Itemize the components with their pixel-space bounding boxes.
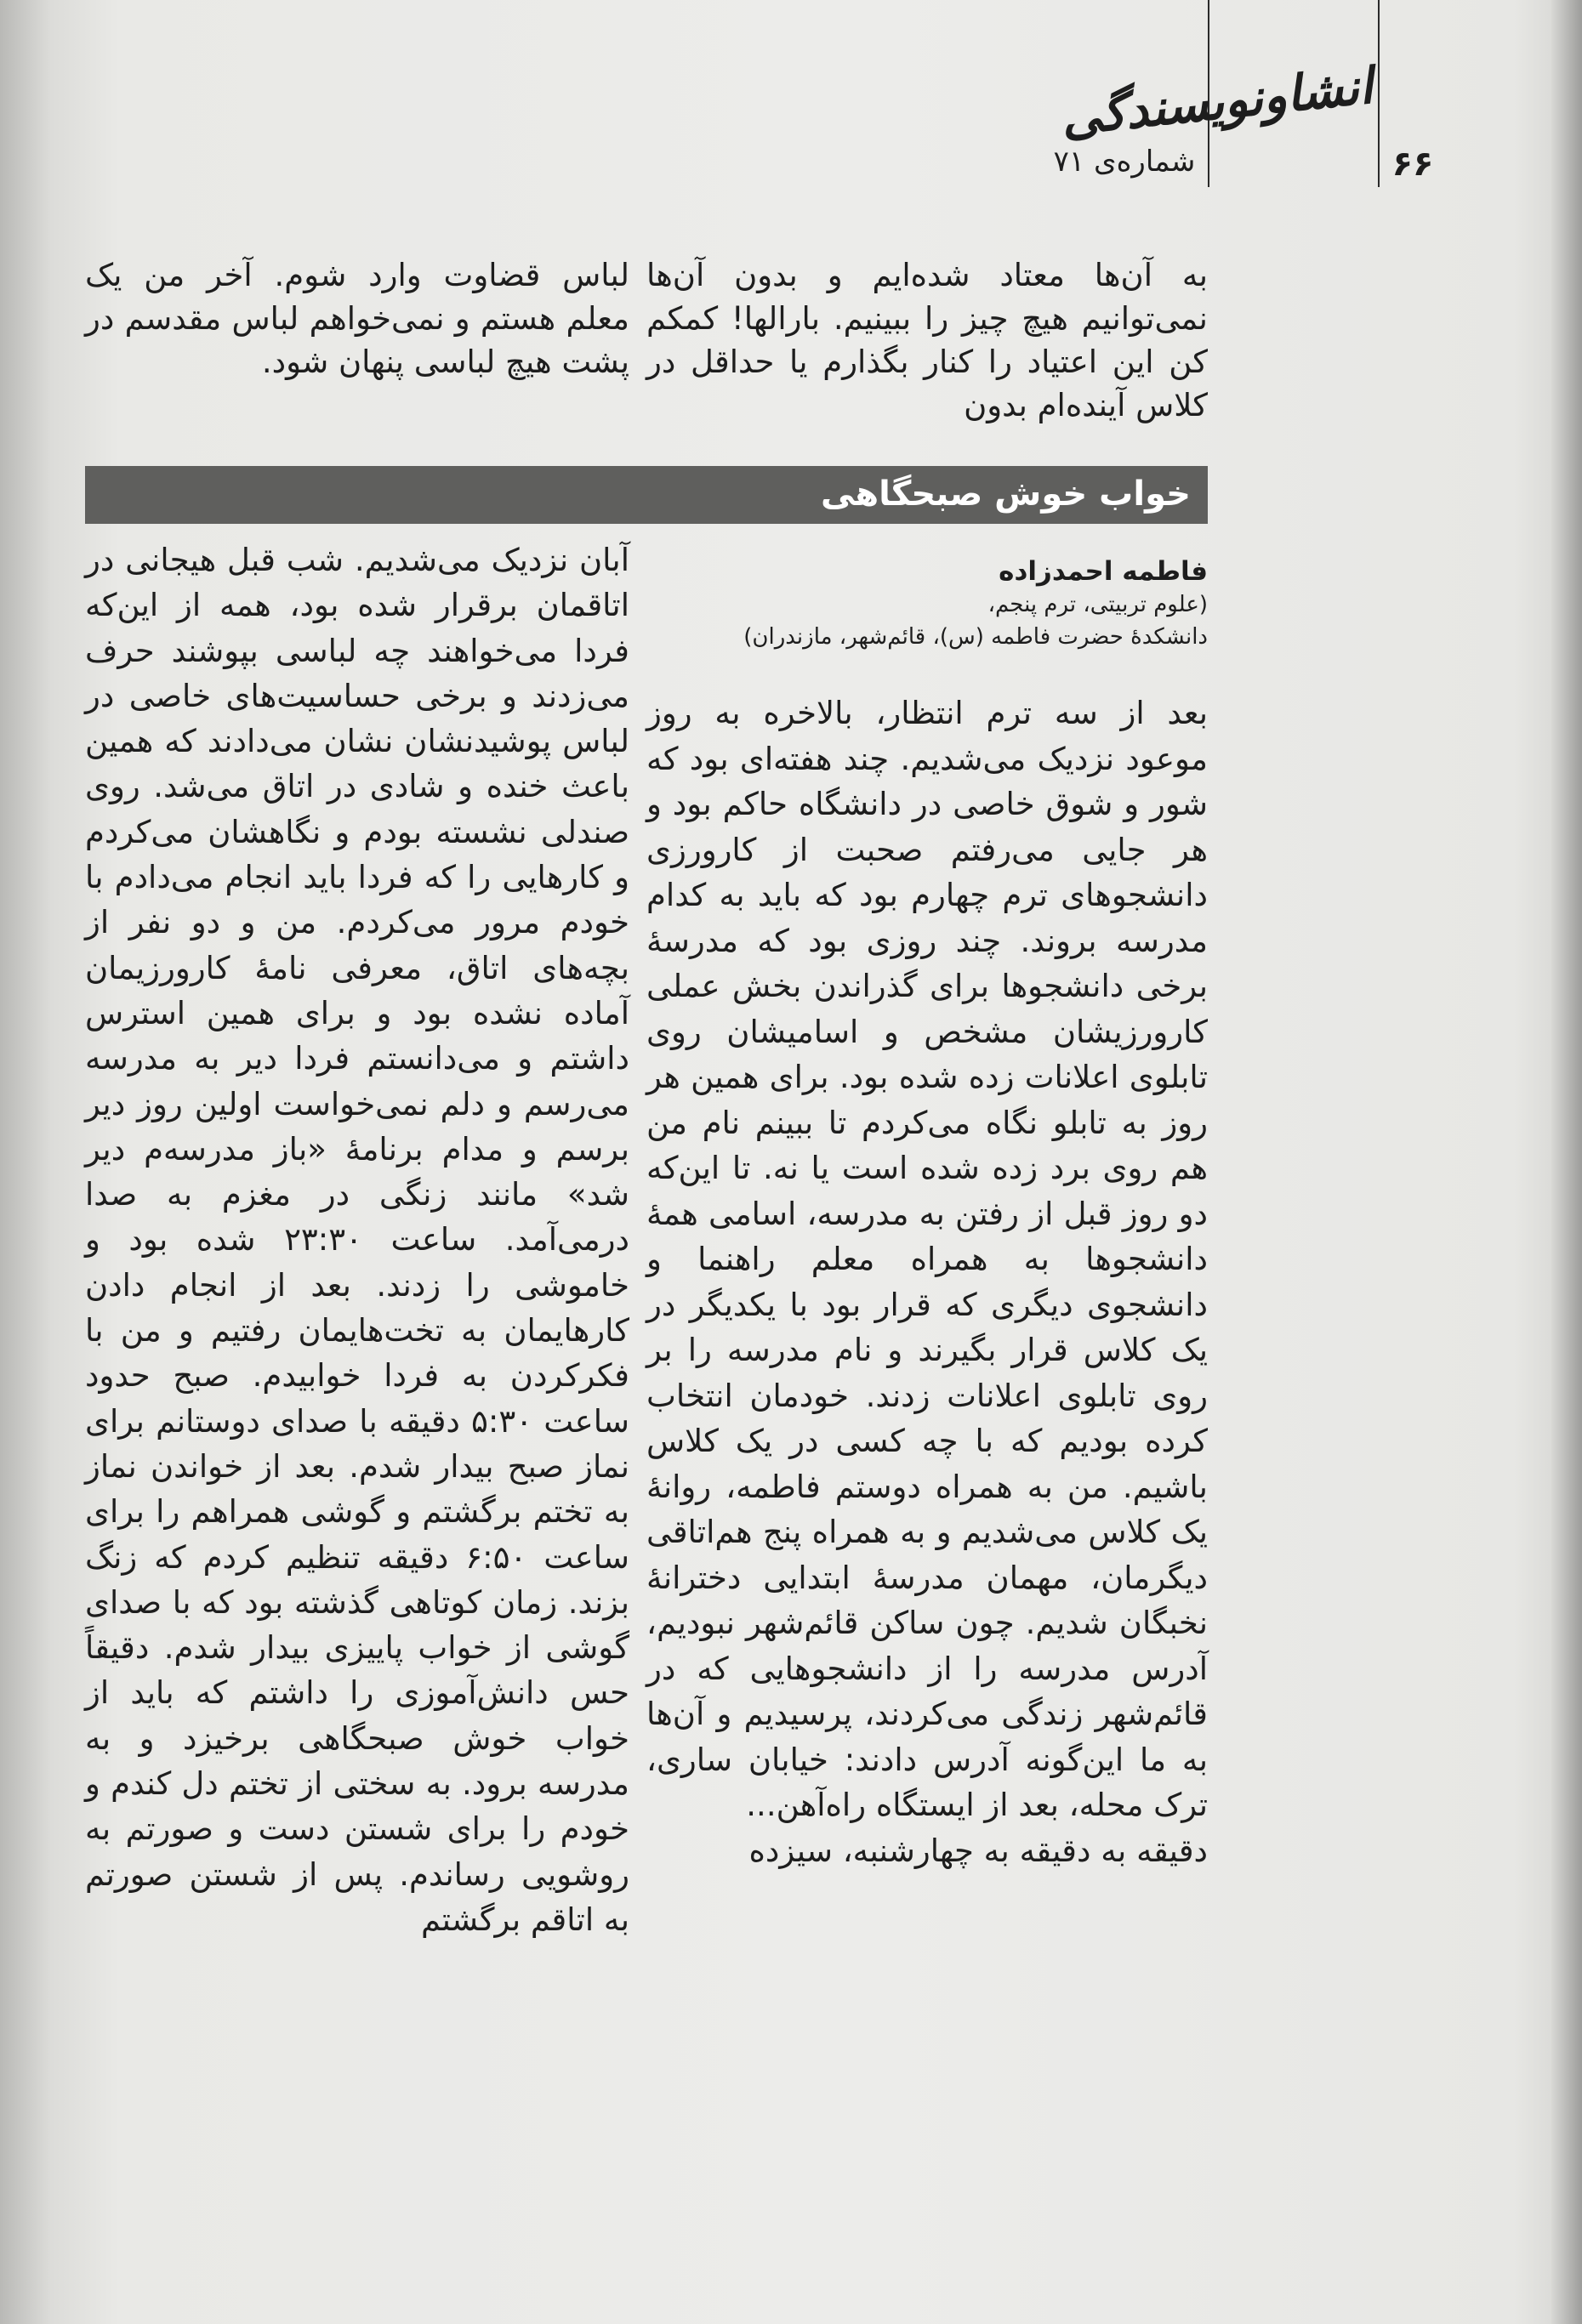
previous-article-continuation-left bbox=[85, 253, 629, 384]
page-fold-shadow bbox=[1551, 0, 1582, 2324]
author-affiliation: دانشکدهٔ حضرت فاطمه (س)، قائم‌شهر، مازندران) bbox=[743, 624, 1208, 650]
byline bbox=[646, 554, 1208, 653]
header-divider bbox=[1378, 0, 1380, 187]
article-title-bar bbox=[85, 466, 1208, 524]
article-body-left-column bbox=[85, 537, 629, 1942]
paragraph: آبان نزدیک می‌شدیم. شب قبل هیجانی در اتاقمان برقرار شده بود، همه از این‌که فردا می‌خواهند چه لباسی بپوشند حرف می‌زدند و برخی حساسیت‌های خاصی در لباس پوشیدنشان نشان می‌دادند که همین باعث خنده و شادی در اتاق می‌شد. روی صندلی نشسته بودم و نگاهشان می‌کردم و کارهایی را که فردا باید انجام می‌دادم با خودم مرور می‌کردم. من و دو نفر از بچه‌های اتاق، معرفی نامهٔ کارورزیمان آماده نشده بود و برای همین استرس داشتم و می‌دانستم فردا دیر به مدرسه می‌رسم و دلم نمی‌خواست اولین روز دیر برسم و مدام برنامهٔ «باز مدرسه‌م دیر شد» مانند زنگی در مغزم به صدا درمی‌آمد. ساعت ۲۳:۳۰ شده بود و خاموشی را زدند. بعد از انجام دادن کارهایمان به تخت‌هایمان رفتیم و من با فکرکردن به فردا خوابیدم. صبح حدود ساعت ۵:۳۰ دقیقه با صدای دوستانم برای نماز صبح بیدار شدم. بعد از خواندن نماز به تختم برگشتم و گوشی همراهم را برای ساعت ۶:۵۰ دقیقه تنظیم کردم که زنگ بزند. زمان کوتاهی گذشته بود که با صدای گوشی از خواب پاییزی بیدار شدم. دقیقاً حس دانش‌آموزی را داشتم که باید از خواب خوش صبحگاهی برخیزد و به مدرسه برود. به سختی از تختم دل کندم و خودم را برای شستن دست و صورتم به روشویی رساندم. پس از شستن صورتم به اتاقم برگشتم bbox=[85, 542, 629, 1938]
paragraph: به آن‌ها معتاد شده‌ایم و بدون آن‌ها نمی‌توانیم هیچ چیز را ببینیم. بارالها! کمکم کن این اعتیاد را کنار بگذارم یا حداقل در کلاس آینده‌ام بدون bbox=[646, 257, 1208, 423]
author-affiliation: (علوم تربیتی، ترم پنجم، bbox=[987, 592, 1208, 617]
issue-number: شماره‌ی ۷۱ bbox=[1053, 145, 1196, 179]
article-title: خواب خوش صبحگاهی bbox=[820, 474, 1191, 514]
author-name: فاطمه احمدزاده bbox=[999, 556, 1208, 587]
magazine-logo: انشاونویسندگی bbox=[1058, 56, 1376, 147]
paragraph: بعد از سه ترم انتظار، بالاخره به روز موعود نزدیک می‌شدیم. چند هفته‌ای بود که شور و شوق خاصی در دانشگاه حاکم بود و هر جایی می‌رفتم صحبت از کارورزی دانشجوهای ترم چهارم بود که باید به کدام مدرسه بروند. چند روزی بود که مدرسهٔ برخی دانشجوها برای گذراندن بخش عملی کارورزیشان مشخص و اسامیشان روی تابلوی اعلانات زده شده بود. برای همین هر روز به تابلو نگاه می‌کردم تا ببینم نام من هم روی برد زده شده است یا نه. تا این‌که دو روز قبل از رفتن به مدرسه، اسامی همهٔ دانشجوها به همراه معلم راهنما و دانشجوی دیگری که قرار بود با یکدیگر در یک کلاس قرار بگیرند و نام مدرسه را بر روی تابلوی اعلانات زدند. خودمان انتخاب کرده بودیم که با چه کسی در یک کلاس باشیم. من به همراه دوستم فاطمه، روانهٔ یک کلاس می‌شدیم و به همراه پنج هم‌اتاقی دیگرمان، مهمان مدرسهٔ ابتدایی دخترانهٔ نخبگان شدیم. چون ساکن قائم‌شهر نبودیم، آدرس مدرسه را از دانشجوهایی که در قائم‌شهر زندگی می‌کردند، پرسیدیم و آن‌ها به ما این‌گونه آدرس دادند: خیابان ساری، ترک محله، بعد از ایستگاه راه‌آهن... bbox=[646, 695, 1208, 1823]
article-body-right-column bbox=[646, 690, 1208, 1873]
paragraph: لباس قضاوت وارد شوم. آخر من یک معلم هستم و نمی‌خواهم لباس مقدسم در پشت هیچ لباسی پنهان شود. bbox=[85, 257, 629, 380]
paragraph: دقیقه به دقیقه به چهارشنبه، سیزده bbox=[748, 1832, 1208, 1869]
page-number: ۶۶ bbox=[1391, 145, 1434, 184]
previous-article-continuation-right bbox=[646, 253, 1208, 427]
